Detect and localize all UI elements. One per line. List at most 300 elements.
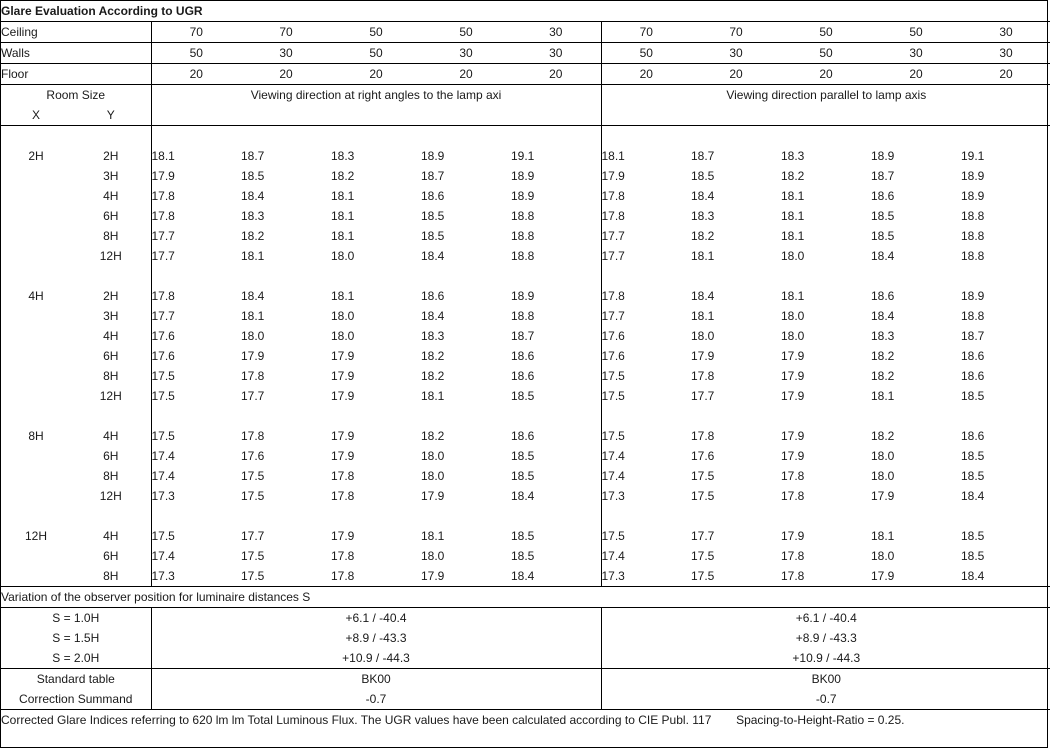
ugr-value: 18.4 [511, 566, 601, 587]
correction-summand-left: -0.7 [151, 689, 601, 710]
ugr-value: 18.4 [421, 249, 445, 263]
walls-value: 50 [781, 43, 871, 64]
ugr-value: 18.0 [781, 249, 805, 263]
walls-value: 30 [961, 43, 1050, 64]
spacer-cell [601, 406, 1050, 426]
ugr-value: 18.2 [241, 229, 265, 243]
ugr-value: 17.5 [151, 526, 241, 546]
table-row [1, 346, 1050, 366]
ugr-value: 17.8 [781, 489, 805, 503]
reflectance-row-ceiling [1, 22, 1050, 43]
ugr-value: 17.9 [871, 489, 895, 503]
ugr-value: 18.0 [691, 329, 715, 343]
variation-row [1, 608, 1050, 629]
y-value: 3H [103, 169, 119, 183]
ugr-value: 18.5 [421, 229, 445, 243]
ugr-value: 18.5 [961, 389, 985, 403]
ugr-value: 17.8 [601, 286, 691, 306]
ugr-value: 18.0 [781, 329, 805, 343]
ugr-value: 18.4 [961, 489, 985, 503]
table-row [1, 446, 1050, 466]
floor-value: 20 [331, 64, 421, 85]
variation-left-value: +8.9 / -43.3 [151, 628, 601, 648]
ugr-value: 18.1 [781, 289, 805, 303]
ugr-value: 18.1 [781, 229, 805, 243]
variation-right-value: +8.9 / -43.3 [601, 628, 1050, 648]
ugr-value: 17.4 [601, 466, 691, 486]
table-row [1, 186, 1050, 206]
ugr-value: 18.6 [961, 429, 985, 443]
walls-value: 50 [151, 43, 241, 64]
ugr-value: 17.9 [421, 489, 445, 503]
ugr-value: 18.9 [511, 169, 535, 183]
table-row [1, 546, 1050, 566]
ugr-table [1, 1, 1050, 730]
ugr-value: 17.8 [151, 206, 241, 226]
variation-header-row [1, 587, 1050, 608]
ugr-value: 18.5 [871, 229, 895, 243]
table-row [1, 426, 1050, 446]
ugr-value: 18.7 [241, 149, 265, 163]
ugr-value: 18.5 [511, 389, 535, 403]
footer-note [1, 710, 1050, 731]
ugr-value: 17.9 [331, 389, 355, 403]
ugr-value: 18.1 [331, 209, 355, 223]
ugr-value: 18.5 [961, 469, 985, 483]
floor-value: 20 [871, 64, 961, 85]
ugr-value: 17.9 [331, 349, 355, 363]
ugr-value: 18.0 [871, 549, 895, 563]
x-value: 4H [28, 289, 44, 303]
ugr-value: 17.3 [151, 486, 241, 506]
y-value: 4H [103, 189, 119, 203]
ugr-value: 17.8 [151, 186, 241, 206]
floor-value: 20 [511, 64, 601, 85]
ugr-value: 18.5 [511, 549, 535, 563]
ugr-value: 19.1 [511, 149, 535, 163]
ugr-value: 17.5 [241, 489, 265, 503]
row-label-walls: Walls [1, 43, 151, 64]
ugr-value: 17.8 [691, 429, 715, 443]
table-row [1, 286, 1050, 306]
ugr-value: 18.8 [511, 209, 535, 223]
ugr-value: 18.5 [961, 449, 985, 463]
ugr-value: 18.1 [331, 289, 355, 303]
ugr-value: 17.5 [691, 566, 781, 587]
walls-value: 30 [241, 43, 331, 64]
y-value: 2H [103, 289, 119, 303]
ugr-value: 18.6 [871, 189, 895, 203]
ugr-value: 18.2 [781, 169, 805, 183]
x-value: 8H [28, 429, 44, 443]
ugr-value: 17.4 [151, 546, 241, 566]
ugr-value: 17.8 [601, 186, 691, 206]
walls-value: 30 [511, 43, 601, 64]
ugr-value: 17.5 [601, 366, 691, 386]
ugr-value: 18.9 [961, 189, 985, 203]
ugr-value: 18.1 [871, 529, 895, 543]
ugr-value: 17.8 [151, 286, 241, 306]
ugr-value: 18.6 [961, 349, 985, 363]
spacer-cell [71, 406, 151, 426]
row-label-ceiling: Ceiling [1, 22, 151, 43]
ceiling-value: 70 [241, 22, 331, 43]
ugr-value: 17.6 [151, 326, 241, 346]
y-value: 12H [99, 389, 122, 403]
ugr-value: 17.9 [601, 166, 691, 186]
ugr-value: 17.8 [331, 469, 355, 483]
x-value: 12H [24, 529, 47, 543]
ugr-value: 17.8 [601, 206, 691, 226]
group-separator [1, 406, 1050, 426]
ugr-value: 17.7 [151, 246, 241, 266]
ugr-value: 17.9 [331, 529, 355, 543]
table-row [1, 486, 1050, 506]
spacer-row [1, 126, 1050, 147]
ugr-value: 18.9 [961, 289, 985, 303]
ugr-value: 17.5 [601, 526, 691, 546]
ugr-value: 18.9 [511, 289, 535, 303]
ugr-value: 18.0 [421, 549, 445, 563]
ugr-value: 17.3 [601, 486, 691, 506]
ugr-value: 17.6 [601, 346, 691, 366]
x-value [1, 366, 71, 386]
x-value [1, 566, 71, 587]
ugr-value: 18.2 [691, 229, 715, 243]
header-spacer-left [151, 105, 601, 126]
floor-value: 20 [781, 64, 871, 85]
ugr-value: 18.4 [691, 189, 715, 203]
row-label-floor: Floor [1, 64, 151, 85]
ugr-value: 18.3 [691, 209, 715, 223]
ugr-value: 18.9 [511, 189, 535, 203]
ugr-value: 18.5 [241, 169, 265, 183]
ugr-value: 17.9 [781, 529, 805, 543]
ugr-value: 18.4 [961, 566, 1050, 587]
ugr-value: 18.1 [871, 389, 895, 403]
walls-value: 30 [691, 43, 781, 64]
ugr-value: 17.7 [691, 389, 715, 403]
ugr-value: 18.9 [871, 149, 895, 163]
table-row [1, 326, 1050, 346]
ugr-value: 18.4 [871, 309, 895, 323]
y-value: 4H [103, 429, 119, 443]
ceiling-value: 70 [601, 22, 691, 43]
ceiling-value: 50 [781, 22, 871, 43]
ugr-value: 18.0 [241, 329, 265, 343]
ugr-value: 18.4 [241, 289, 265, 303]
ugr-value: 17.8 [781, 566, 871, 587]
ugr-value: 18.5 [691, 169, 715, 183]
correction-summand-row [1, 689, 1050, 710]
ugr-value: 18.3 [331, 149, 355, 163]
ugr-value: 17.6 [691, 449, 715, 463]
ugr-value: 18.5 [511, 449, 535, 463]
reflectance-row-floor [1, 64, 1050, 85]
ugr-value: 17.5 [241, 549, 265, 563]
ugr-value: 18.0 [871, 449, 895, 463]
standard-table-left: BK00 [151, 669, 601, 690]
ugr-value: 17.9 [241, 349, 265, 363]
ugr-value: 18.3 [421, 329, 445, 343]
ugr-value: 18.6 [421, 289, 445, 303]
y-value: 6H [103, 449, 119, 463]
table-row [1, 566, 1050, 587]
table-row [1, 146, 1050, 166]
ugr-value: 18.7 [961, 329, 985, 343]
ugr-value: 18.1 [331, 229, 355, 243]
ugr-value: 18.7 [691, 149, 715, 163]
x-value [1, 226, 71, 246]
ugr-value: 17.4 [601, 546, 691, 566]
table-row [1, 466, 1050, 486]
ugr-value: 17.4 [601, 446, 691, 466]
ugr-value: 18.1 [241, 249, 265, 263]
ugr-value: 18.7 [511, 329, 535, 343]
walls-value: 50 [601, 43, 691, 64]
ugr-value: 18.2 [871, 349, 895, 363]
spacer-cell [1, 266, 71, 286]
floor-value: 20 [691, 64, 781, 85]
spacer-cell [151, 126, 601, 147]
ugr-value: 18.1 [331, 189, 355, 203]
ugr-value: 17.9 [151, 166, 241, 186]
spacer-cell [601, 266, 1050, 286]
ugr-value: 18.4 [511, 489, 535, 503]
footer-note-text: Corrected Glare Indices referring to 620 lm lm Total Luminous Flux. The UGR values have been calculated according to CIE Publ. 117 [1, 713, 712, 727]
ugr-value: 18.1 [601, 146, 691, 166]
ugr-value: 18.6 [871, 289, 895, 303]
ugr-value: 17.6 [601, 326, 691, 346]
table-row [1, 166, 1050, 186]
variation-right-value: +6.1 / -40.4 [601, 608, 1050, 629]
ugr-value: 18.6 [511, 369, 535, 383]
ugr-value: 17.8 [331, 566, 421, 587]
ugr-value: 18.3 [241, 209, 265, 223]
x-axis-label: X [1, 105, 71, 126]
group-separator [1, 506, 1050, 526]
ugr-value: 17.9 [781, 449, 805, 463]
x-value [1, 346, 71, 366]
ugr-value: 17.5 [691, 489, 715, 503]
group-separator [1, 266, 1050, 286]
correction-summand-label: Correction Summand [1, 689, 151, 710]
ugr-value: 18.8 [961, 229, 985, 243]
page-title: Glare Evaluation According to UGR [1, 1, 1050, 22]
ugr-value: 17.8 [781, 469, 805, 483]
ugr-value: 17.7 [691, 529, 715, 543]
y-value: 4H [103, 529, 119, 543]
y-value: 12H [99, 489, 122, 503]
footer-row [1, 710, 1050, 731]
standard-table-label: Standard table [36, 672, 115, 686]
ugr-value: 17.9 [871, 566, 961, 587]
floor-value: 20 [421, 64, 511, 85]
walls-value: 50 [331, 43, 421, 64]
ugr-value: 18.1 [421, 529, 445, 543]
ugr-value: 18.0 [871, 469, 895, 483]
ugr-value: 18.0 [421, 449, 445, 463]
ugr-value: 17.8 [331, 489, 355, 503]
ugr-value: 17.7 [241, 529, 265, 543]
ugr-value: 18.1 [151, 146, 241, 166]
spacer-cell [1, 126, 71, 147]
table-row [1, 366, 1050, 386]
ceiling-value: 50 [421, 22, 511, 43]
ugr-value: 17.9 [781, 349, 805, 363]
title-row [1, 1, 1050, 22]
ugr-value: 17.4 [151, 466, 241, 486]
x-value [1, 326, 71, 346]
ugr-value: 18.1 [421, 389, 445, 403]
ugr-value: 17.7 [151, 226, 241, 246]
variation-row [1, 628, 1050, 648]
y-value: 3H [103, 309, 119, 323]
roomsize-title: Room Size [46, 88, 106, 102]
ugr-value: 17.8 [331, 549, 355, 563]
ugr-value: 17.9 [781, 429, 805, 443]
y-value: 8H [103, 469, 119, 483]
ugr-value: 17.6 [241, 449, 265, 463]
ugr-value: 17.9 [781, 389, 805, 403]
floor-value: 20 [601, 64, 691, 85]
ceiling-value: 70 [691, 22, 781, 43]
roomsize-header-row [1, 85, 1050, 106]
x-value [1, 166, 71, 186]
ugr-value: 18.2 [421, 349, 445, 363]
ugr-value: 17.5 [691, 549, 715, 563]
ugr-value: 18.2 [871, 429, 895, 443]
spacer-cell [71, 266, 151, 286]
correction-summand-right: -0.7 [601, 689, 1050, 710]
ugr-value: 18.6 [961, 369, 985, 383]
header-spacer-right [601, 105, 1050, 126]
y-value: 4H [103, 329, 119, 343]
y-value: 2H [103, 149, 119, 163]
ugr-value: 17.5 [151, 366, 241, 386]
ugr-value: 18.5 [961, 529, 985, 543]
ugr-value: 18.8 [511, 309, 535, 323]
standard-table-row [1, 669, 1050, 690]
ugr-value: 18.2 [871, 369, 895, 383]
ugr-value: 17.5 [691, 469, 715, 483]
ugr-value: 17.9 [331, 369, 355, 383]
xy-header-row [1, 105, 1050, 126]
ugr-value: 18.3 [871, 329, 895, 343]
ugr-value: 18.6 [511, 429, 535, 443]
floor-value: 20 [961, 64, 1050, 85]
table-row [1, 226, 1050, 246]
ugr-value: 17.5 [601, 386, 691, 406]
x-value [1, 466, 71, 486]
ugr-value: 17.5 [151, 426, 241, 446]
ugr-value: 19.1 [961, 149, 985, 163]
walls-value: 30 [421, 43, 511, 64]
ugr-value: 18.9 [421, 149, 445, 163]
ugr-value: 18.0 [331, 309, 355, 323]
x-value [1, 306, 71, 326]
table-row [1, 526, 1050, 546]
x-value [1, 186, 71, 206]
ugr-value: 17.4 [151, 446, 241, 466]
ugr-value: 18.1 [691, 309, 715, 323]
ugr-value: 18.8 [511, 249, 535, 263]
reflectance-row-walls [1, 43, 1050, 64]
ugr-value: 17.7 [601, 246, 691, 266]
table-row [1, 386, 1050, 406]
table-row [1, 306, 1050, 326]
ugr-value: 18.7 [871, 169, 895, 183]
floor-value: 20 [151, 64, 241, 85]
ugr-value: 18.1 [781, 189, 805, 203]
variation-right-value: +10.9 / -44.3 [601, 648, 1050, 669]
ugr-value: 18.4 [241, 189, 265, 203]
ugr-value: 17.7 [241, 389, 265, 403]
ugr-value: 18.8 [961, 209, 985, 223]
ugr-value: 18.2 [331, 169, 355, 183]
variation-left-value: +10.9 / -44.3 [151, 648, 601, 669]
ugr-value: 17.8 [241, 369, 265, 383]
ugr-value: 18.8 [511, 229, 535, 243]
viewing-direction-right-angles: Viewing direction at right angles to the lamp axi [151, 85, 601, 106]
ugr-value: 18.8 [961, 249, 985, 263]
ugr-value: 17.5 [601, 426, 691, 446]
x-value: 2H [28, 149, 44, 163]
y-value: 6H [103, 349, 119, 363]
ugr-value: 18.6 [421, 189, 445, 203]
y-value: 6H [103, 209, 119, 223]
ugr-value: 18.9 [961, 169, 985, 183]
ugr-value: 17.7 [601, 226, 691, 246]
ugr-value: 18.5 [511, 529, 535, 543]
ugr-value: 17.5 [241, 469, 265, 483]
variation-header: Variation of the observer position for luminaire distances S [1, 587, 1050, 608]
ceiling-value: 30 [961, 22, 1050, 43]
ugr-value: 17.8 [781, 549, 805, 563]
ugr-value: 18.7 [421, 169, 445, 183]
ugr-value: 18.0 [421, 469, 445, 483]
ugr-value: 18.0 [331, 329, 355, 343]
x-value [1, 206, 71, 226]
ceiling-value: 70 [151, 22, 241, 43]
ugr-value: 17.5 [151, 386, 241, 406]
ugr-value: 17.9 [421, 566, 511, 587]
ugr-value: 17.7 [151, 306, 241, 326]
ugr-value: 18.5 [421, 209, 445, 223]
ceiling-value: 50 [871, 22, 961, 43]
ugr-value: 17.8 [691, 369, 715, 383]
spacer-cell [71, 506, 151, 526]
ugr-value: 18.4 [871, 249, 895, 263]
ugr-value: 17.5 [241, 566, 331, 587]
ugr-value: 18.5 [511, 469, 535, 483]
x-value [1, 546, 71, 566]
ugr-value: 17.3 [601, 566, 691, 587]
standard-table-right: BK00 [601, 669, 1050, 690]
ugr-value: 17.7 [601, 306, 691, 326]
ugr-value: 18.1 [691, 249, 715, 263]
ugr-value: 18.0 [781, 309, 805, 323]
spacer-cell [151, 266, 601, 286]
x-value [1, 486, 71, 506]
y-value: 8H [103, 369, 119, 383]
table-row [1, 206, 1050, 226]
spacer-cell [1, 406, 71, 426]
variation-row [1, 648, 1050, 669]
ugr-value: 17.3 [151, 566, 241, 587]
ugr-value: 18.5 [961, 549, 985, 563]
ugr-value: 18.8 [961, 309, 985, 323]
